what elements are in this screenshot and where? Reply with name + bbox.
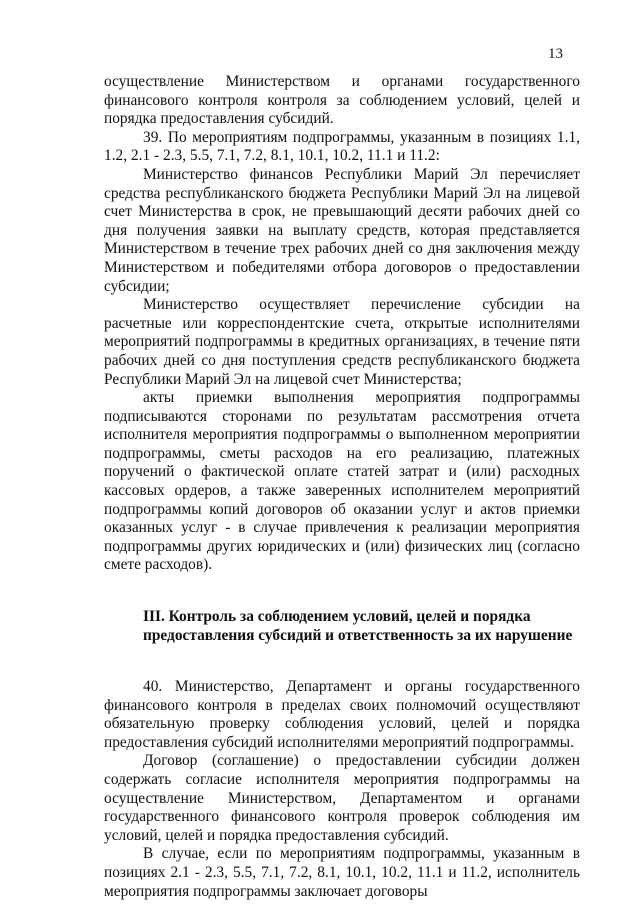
paragraph-item-40: 40. Министерство, Департамент и органы государственного финансового контроля в пределах своих полномочий осуществляют обязательную проверку соблюдения условий, целей и порядка предоставления субсидий исполнителями мероприятий подпрограммы. xyxy=(104,678,580,751)
paragraph-acceptance-acts: акты приемки выполнения мероприятия подпрограммы подписываются сторонами по результатам рассмотрения отчета исполнителя мероприятия подпрограммы о выполненном мероприятии подпрограммы, сметы расходов на его реализацию, платежных поручений о фактической оплате статей затрат и (или) расходных кассовых ордеров, а также заверенных исполнителем мероприятий подпрограммы копий договоров об оказании услуг и актов приемки оказанных услуг - в случае привлечения к реализации мероприятия подпрограммы других юридических и (или) физических лиц (согласно смете расходов). xyxy=(104,389,580,574)
section-heading xyxy=(104,607,580,645)
paragraph-item-39: 39. По мероприятиям подпрограммы, указанным в позициях 1.1, 1.2, 2.1 - 2.3, 5.5, 7.1, 7.2, 8.1, 10.1, 10.2, 11.1 и 11.2: xyxy=(104,128,580,165)
spacer xyxy=(104,645,580,678)
document-body xyxy=(104,73,580,901)
spacer xyxy=(104,575,580,607)
paragraph-agreement: Договор (соглашение) о предоставлении субсидии должен содержать согласие исполнителя мероприятия подпрограммы на осуществление Министерством, Департаментом и органами государственного финансового контроля проверок соблюдения им условий, целей и порядка предоставления субсидий. xyxy=(104,752,580,844)
paragraph-ministry-transfer: Министерство осуществляет перечисление субсидии на расчетные или корреспондентские счета, открытые исполнителями мероприятий подпрограммы в кредитных организациях, в течение пяти рабочих дней со дня поступления средств республиканского бюджета Республики Марий Эл на лицевой счет Министерства; xyxy=(104,296,580,388)
paragraph-continuation: осуществление Министерством и органами государственного финансового контроля контроля за соблюдением условий, целей и порядка предоставления субсидий. xyxy=(104,73,580,128)
paragraph-contracts: В случае, если по мероприятиям подпрограммы, указанным в позициях 2.1 - 2.3, 5.5, 7.1, 7.2, 8.1, 10.1, 10.2, 11.1 и 11.2, исполнитель мероприятия подпрограммы заключает договоры xyxy=(104,845,580,900)
section-heading-line-2: предоставления субсидий и ответственность за их нарушение xyxy=(143,627,573,645)
page-number: 13 xyxy=(548,46,563,62)
section-heading-line-1: III. Контроль за соблюдением условий, целей и порядка xyxy=(143,608,531,626)
paragraph-ministry-of-finance: Министерство финансов Республики Марий Эл перечисляет средства республиканского бюджета Республики Марий Эл на лицевой счет Министерства в срок, не превышающий десяти рабочих дней со дня получения заявки на выплату средств, которая представляется Министерством в течение трех рабочих дней со дня заключения между Министерством и победителями отбора договоров о предоставлении субсидии; xyxy=(104,165,580,295)
